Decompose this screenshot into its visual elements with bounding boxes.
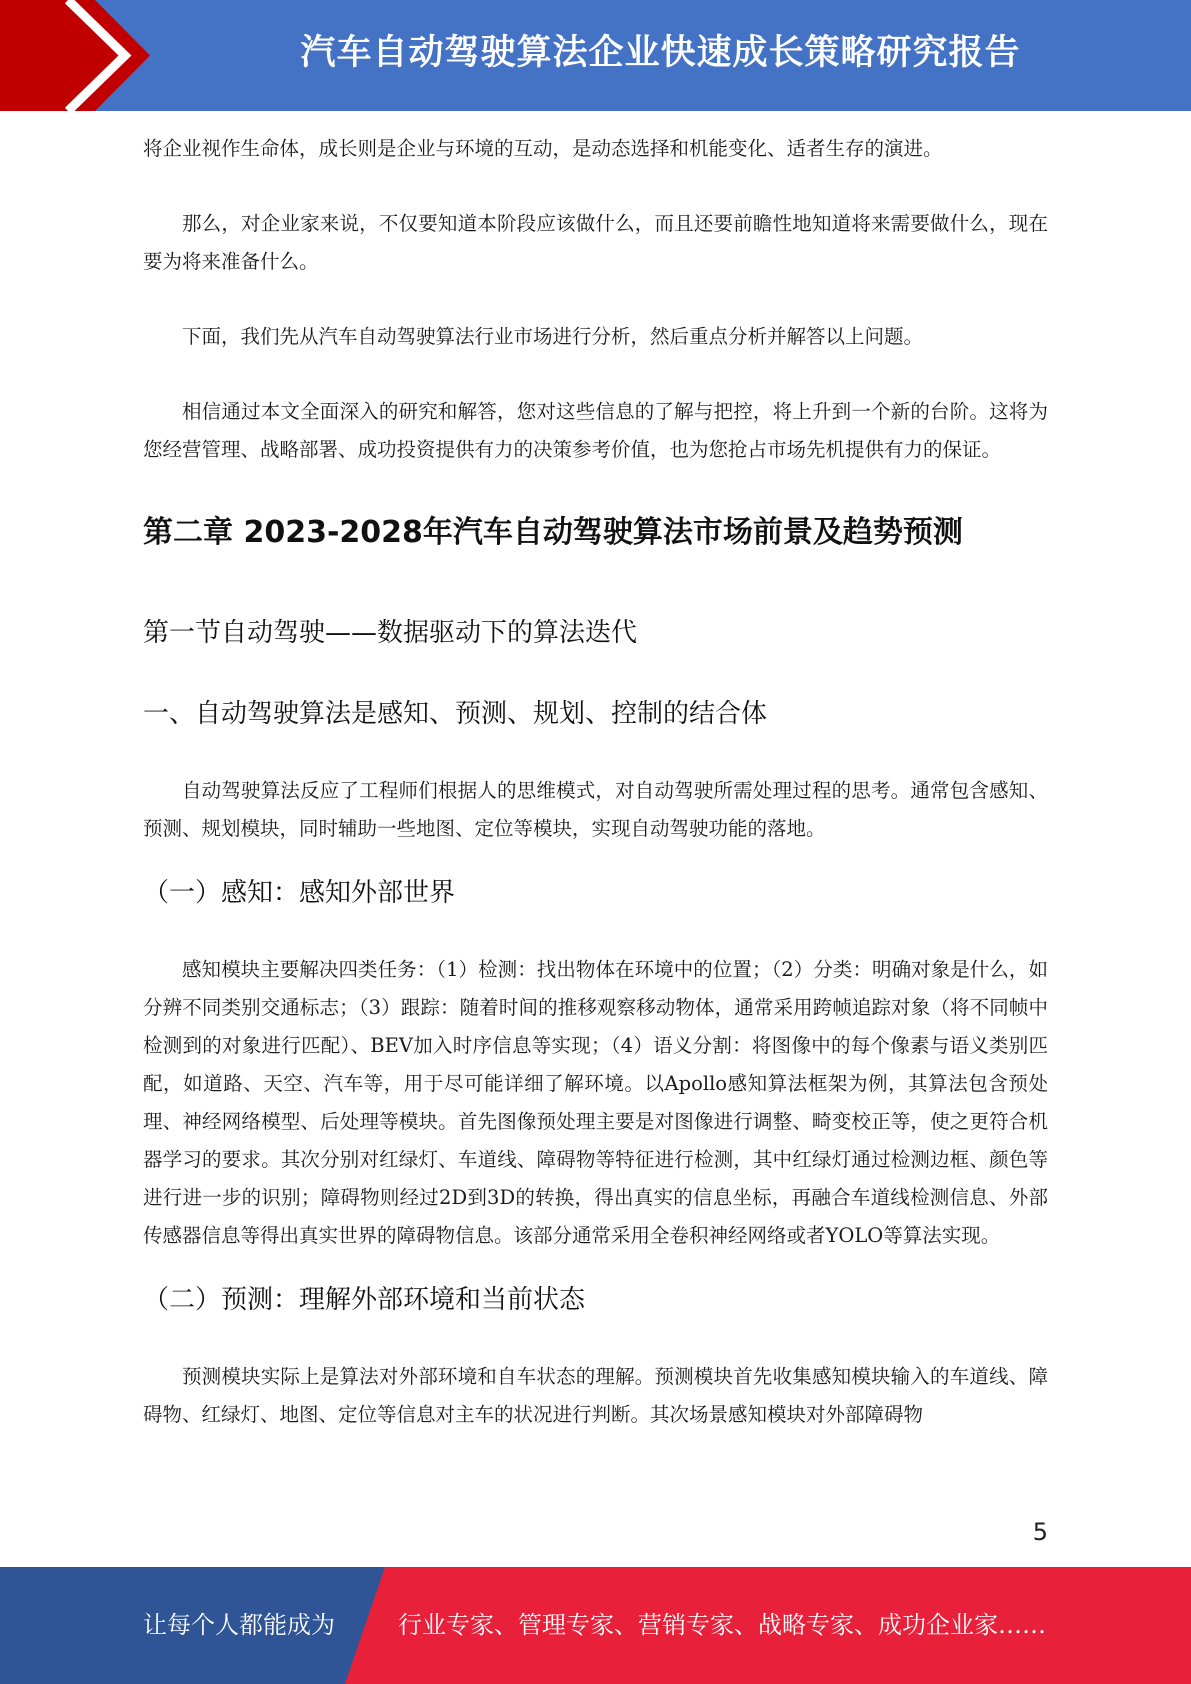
footer-slogan-left: 让每个人都能成为 bbox=[143, 1611, 335, 1639]
paragraph-1: 将企业视作生命体，成长则是企业与环境的互动，是动态选择和机能变化、适者生存的演进。 bbox=[143, 137, 943, 160]
prediction-heading: （二）预测：理解外部环境和当前状态 bbox=[143, 1285, 586, 1315]
paragraph-4: 相信通过本文全面深入的研究和解答，您对这些信息的了解与把控，将上升到一个新的台阶。这将为您经营管理、战略部署、成功投资提供有力的决策参考价值，也为您抢占市场先机提供有力的保证。 bbox=[143, 400, 1048, 461]
header-red-chevron bbox=[0, 0, 160, 111]
footer-slogan-right: 行业专家、管理专家、营销专家、战略专家、成功企业家…… bbox=[398, 1611, 1046, 1639]
page-number: 5 bbox=[1032, 1518, 1048, 1546]
paragraph-5: 自动驾驶算法反应了工程师们根据人的思维模式，对自动驾驶所需处理过程的思考。通常包含感知、预测、规划模块，同时辅助一些地图、定位等模块，实现自动驾驶功能的落地。 bbox=[143, 779, 1048, 840]
paragraph-7: 预测模块实际上是算法对外部环境和自车状态的理解。预测模块首先收集感知模块输入的车道线、障碍物、红绿灯、地图、定位等信息对主车的状况进行判断。其次场景感知模块对外部障碍物 bbox=[143, 1365, 1048, 1426]
paragraph-3: 下面，我们先从汽车自动驾驶算法行业市场进行分析，然后重点分析并解答以上问题。 bbox=[182, 325, 924, 348]
paragraph-6: 感知模块主要解决四类任务：（1）检测：找出物体在环境中的位置；（2）分类：明确对象是什么，如分辨不同类别交通标志；（3）跟踪：随着时间的推移观察移动物体，通常采用跨帧追踪对象（将不同帧中检测到的对象进行匹配）、BEV加入时序信息等实现；（4）语义分割：将图像中的每个像素与语义类别匹配，如道路、天空、汽车等，用于尽可能详细了解环境。以Apollo感知算法框架为例，其算法包含预处理、神经网络模型、后处理等模块。首先图像预处理主要是对图像进行调整、畸变校正等，使之更符合机器学习的要求。其次分别对红绿灯、车道线、障碍物等特征进行检测，其中红绿灯通过检测边框、颜色等进行进一步的识别；障碍物则经过2D到3D的转换，得出真实的信息坐标，再融合车道线检测信息、外部传感器信息等得出真实世界的障碍物信息。该部分通常采用全卷积神经网络或者YOLO等算法实现。 bbox=[143, 958, 1048, 1247]
subsection-title: 一、自动驾驶算法是感知、预测、规划、控制的结合体 bbox=[143, 699, 768, 729]
section-title: 第一节自动驾驶——数据驱动下的算法迭代 bbox=[143, 618, 638, 648]
perception-heading: （一）感知：感知外部世界 bbox=[143, 878, 456, 908]
chapter-title: 第二章 2023-2028年汽车自动驾驶算法市场前景及趋势预测 bbox=[143, 515, 963, 550]
page-header bbox=[0, 0, 1191, 111]
paragraph-2: 那么，对企业家来说，不仅要知道本阶段应该做什么，而且还要前瞻性地知道将来需要做什么，现在要为将来准备什么。 bbox=[143, 212, 1048, 273]
report-title: 汽车自动驾驶算法企业快速成长策略研究报告 bbox=[300, 33, 1021, 73]
page-footer bbox=[0, 1567, 1191, 1684]
page-content bbox=[143, 130, 1048, 1434]
